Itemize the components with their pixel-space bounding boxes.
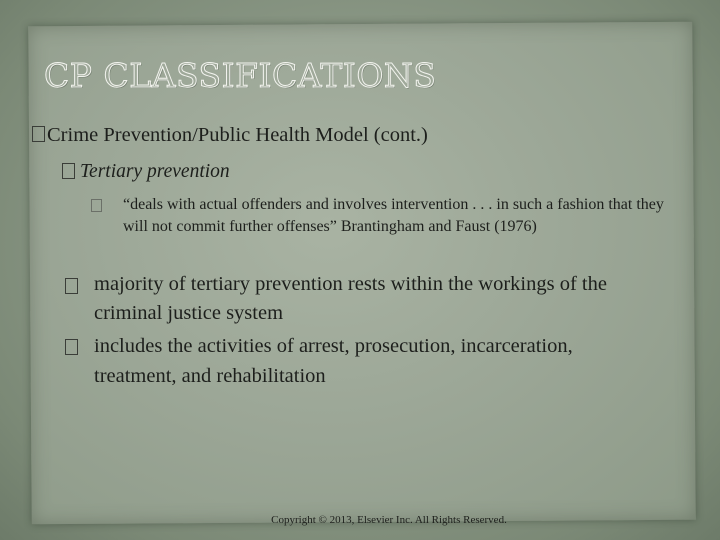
bullet-level2-includes — [78, 331, 638, 391]
bullet-text: “deals with actual offenders and involves intervention . . . in such a fashion that they will not commit further offenses” Brantingham and Faust (1976) — [123, 196, 664, 235]
bullet-level1-crime-prevention — [32, 124, 428, 147]
bullet-level2-majority — [78, 270, 638, 328]
bullet-text: Crime Prevention/Public Health Model (cont.) — [47, 124, 428, 146]
bullet-text: majority of tertiary prevention rests within the workings of the criminal justice system — [94, 273, 607, 324]
copyright-footer: Copyright © 2013, Elsevier Inc. All Rights Reserved. — [271, 514, 507, 526]
slide-title: CP CLASSIFICATIONS — [44, 56, 437, 95]
bullet-box-icon — [65, 278, 78, 294]
bullet-box-icon — [91, 199, 102, 212]
bullet-level3-quote — [107, 194, 667, 238]
bullet-level2-tertiary-prevention — [62, 161, 230, 183]
bullet-box-icon — [32, 126, 45, 142]
bullet-text: includes the activities of arrest, prosecution, incarceration, treatment, and rehabilitation — [94, 335, 573, 387]
bullet-box-icon — [65, 339, 78, 355]
bullet-text: Tertiary prevention — [80, 161, 230, 182]
bullet-box-icon — [62, 163, 75, 179]
